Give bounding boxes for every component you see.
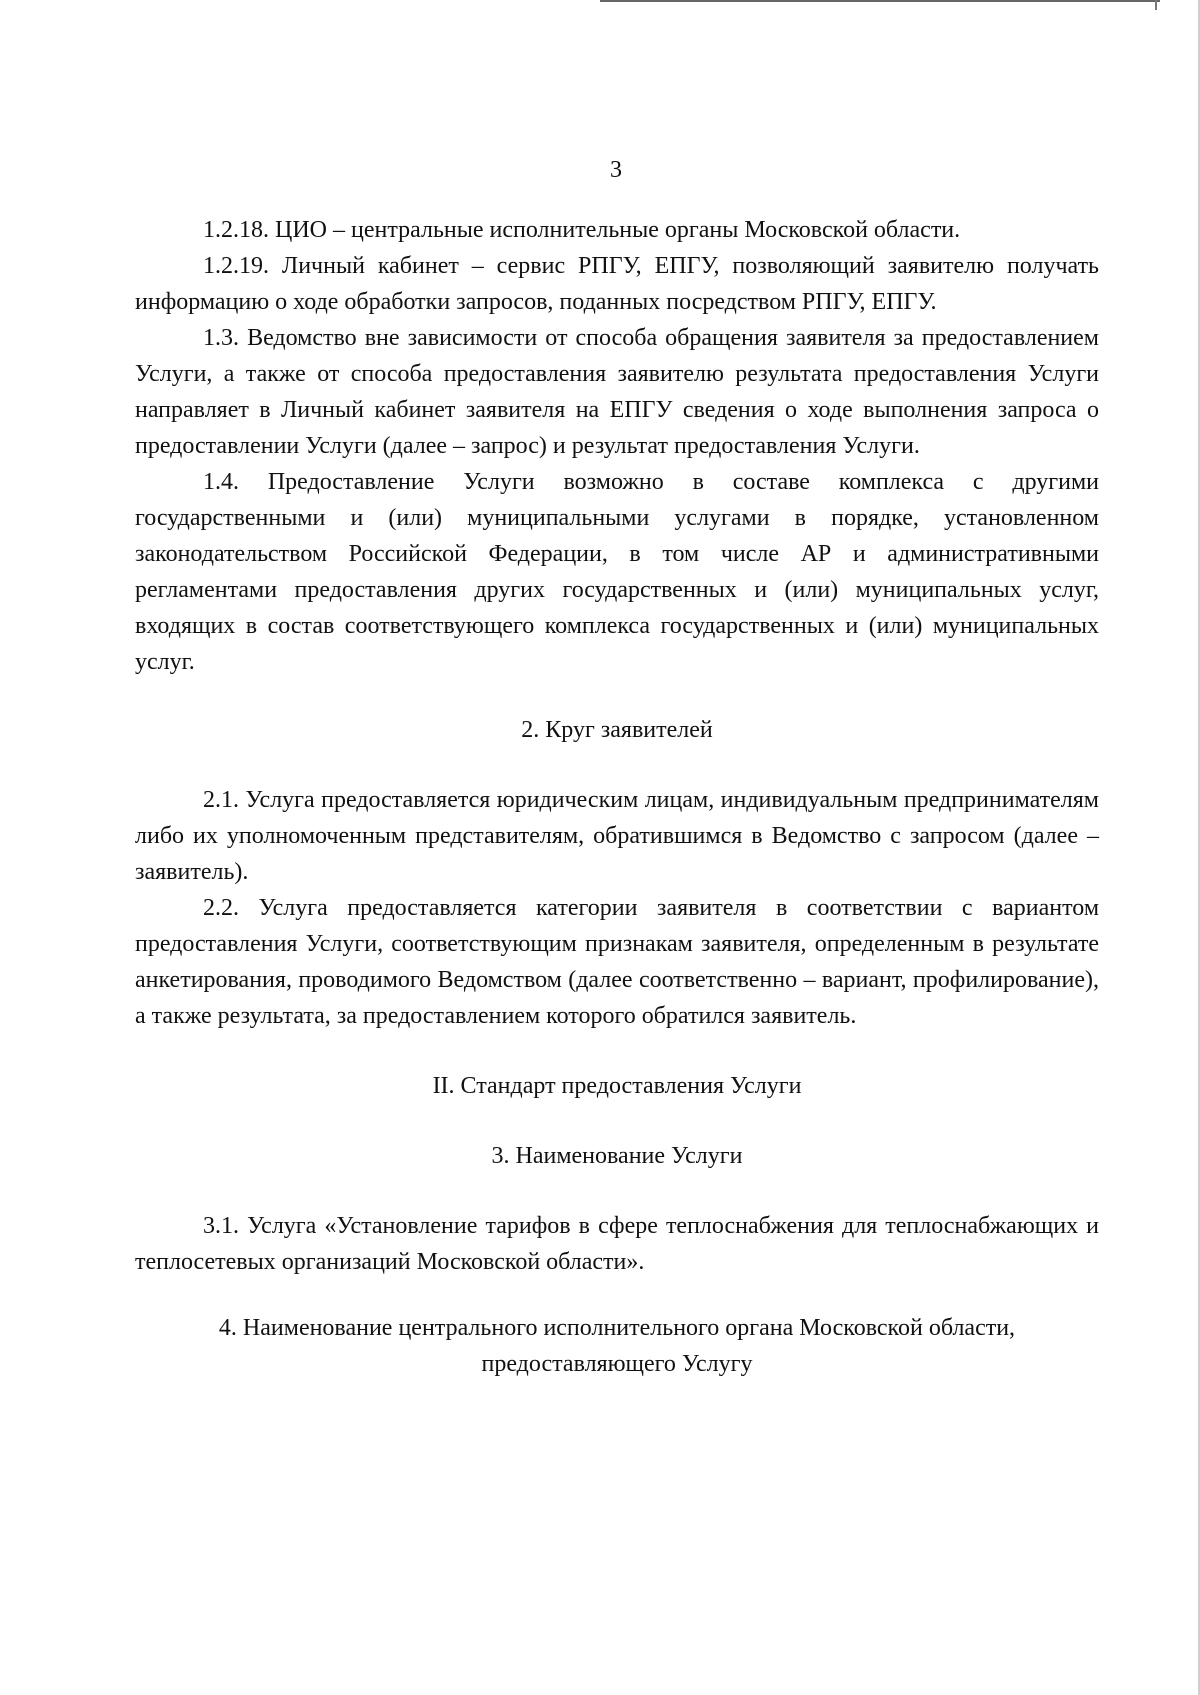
paragraph-1-2-19: 1.2.19. Личный кабинет – сервис РПГУ, ЕПГУ, позволяющий заявителю получать информацию о ходе обработки запросов, поданных посредством РПГУ, ЕПГУ. — [135, 253, 1099, 315]
section-heading-3: 3. Наименование Услуги — [491, 1143, 743, 1169]
scan-artifact-line — [600, 0, 1160, 2]
page-number: 3 — [610, 157, 622, 183]
section-heading-4 — [135, 1310, 1099, 1382]
paragraph-2-1: 2.1. Услуга предоставляется юридическим лицам, индивидуальным предпринимателям либо их уполномоченным представителям, обратившимся в Ведомство с запросом (далее – заявитель). — [135, 787, 1099, 885]
part-heading-ii: II. Стандарт предоставления Услуги — [432, 1073, 802, 1099]
paragraph-1-4: 1.4. Предоставление Услуги возможно в составе комплекса с другими государственными и (или) муниципальными услугами в порядке, установленном законодательством Российской Федерации, в том числе АР и административными регламентами предоставления других государственных и (или) муниципальных услуг, входящих в состав соответствующего комплекса государственных и (или) муниципальных услуг. — [135, 469, 1099, 675]
scan-artifact-tick — [1155, 0, 1157, 10]
document-body — [135, 212, 1099, 1382]
paragraph-3-1: 3.1. Услуга «Установление тарифов в сфере теплоснабжения для теплоснабжающих и теплосетевых организаций Московской области». — [135, 1213, 1099, 1275]
section-heading-4-line-2: предоставляющего Услугу — [481, 1351, 753, 1377]
section-heading-4-line-1: 4. Наименование центрального исполнительного органа Московской области, — [218, 1315, 1016, 1341]
paragraph-2-2: 2.2. Услуга предоставляется категории заявителя в соответствии с вариантом предоставления Услуги, соответствующим признакам заявителя, определенным в результате анкетирования, проводимого Ведомством (далее соответственно – вариант, профилирование), а также результата, за предоставлением которого обратился заявитель. — [135, 895, 1099, 1029]
paragraph-1-2-18: 1.2.18. ЦИО – центральные исполнительные органы Московской области. — [203, 217, 961, 243]
paragraph-1-3: 1.3. Ведомство вне зависимости от способа обращения заявителя за предоставлением Услуги, а также от способа предоставления заявителю результата предоставления Услуги направляет в Личный кабинет заявителя на ЕПГУ сведения о ходе выполнения запроса о предоставлении Услуги (далее – запрос) и результат предоставления Услуги. — [135, 325, 1099, 459]
section-heading-2: 2. Круг заявителей — [521, 717, 713, 743]
